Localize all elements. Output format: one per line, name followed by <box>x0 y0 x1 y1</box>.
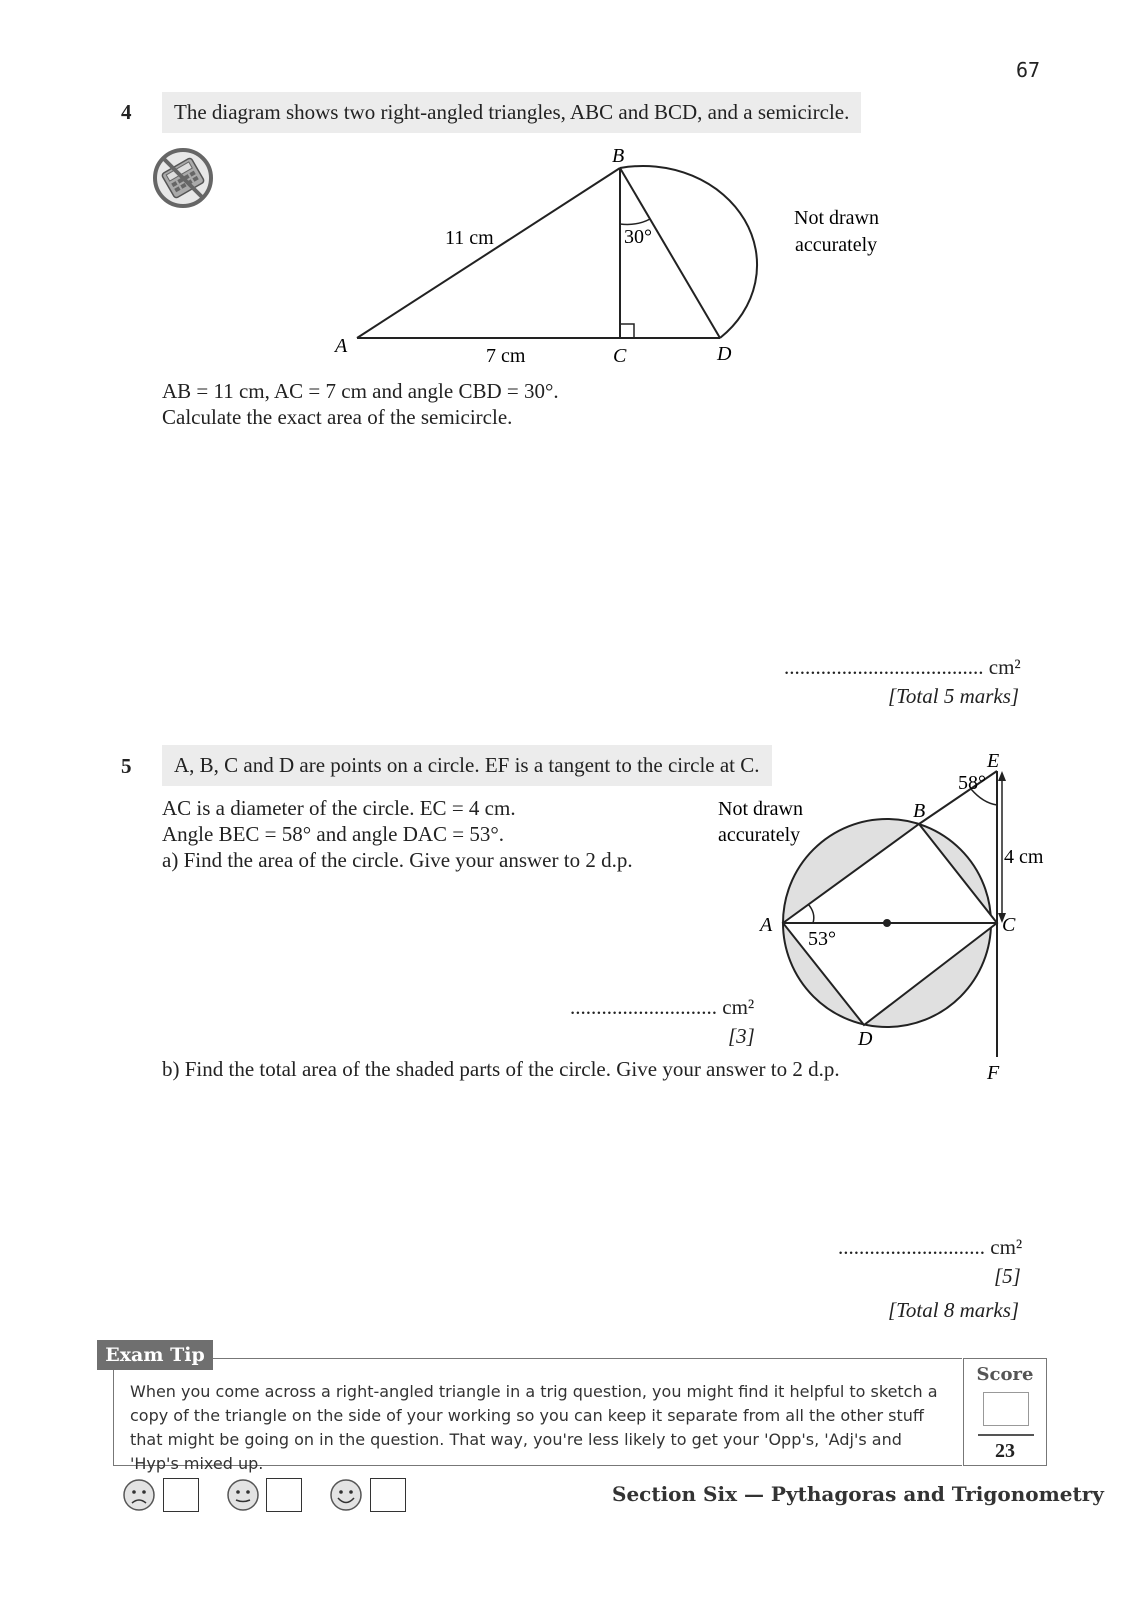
note-not-drawn: Not drawn <box>794 207 879 229</box>
label-point-A: A <box>335 335 348 357</box>
right-angle-marker <box>620 324 634 338</box>
label-angle-58: 58° <box>958 772 986 794</box>
label-EC: 4 cm <box>1004 846 1044 868</box>
score-title: Score <box>976 1364 1034 1385</box>
label-AB: 11 cm <box>445 227 494 249</box>
label-point-B: B <box>612 145 625 167</box>
score-input[interactable] <box>983 1392 1029 1426</box>
question-5-part-a: a) Find the area of the circle. Give your answer to 2 d.p. <box>162 848 633 872</box>
line-AB <box>357 168 620 338</box>
answer-dots: ............................ <box>570 995 717 1019</box>
question-5-prompt: A, B, C and D are points on a circle. EF is a tangent to the circle at C. <box>162 745 772 786</box>
question-5a-marks: [3] <box>728 1024 755 1048</box>
score-divider <box>978 1434 1034 1436</box>
no-calculator-icon <box>150 146 216 210</box>
question-5-diagram <box>700 745 1060 1090</box>
line-BD <box>620 168 720 338</box>
answer-unit: cm² <box>988 655 1021 679</box>
note-accurately: accurately <box>795 234 878 256</box>
label-AC: 7 cm <box>486 345 526 367</box>
answer-unit: cm² <box>722 995 755 1019</box>
angle-arc-B <box>620 219 650 224</box>
exam-tip-title: Exam Tip <box>97 1340 213 1370</box>
question-5b-answer-line[interactable] <box>838 1234 1022 1260</box>
section-footer: Section Six — Pythagoras and Trigonometry <box>612 1482 1104 1506</box>
question-5-line2: Angle BEC = 58° and angle DAC = 53°. <box>162 822 505 846</box>
page-number: 67 <box>1016 58 1041 82</box>
confidence-box-medium[interactable] <box>266 1478 302 1512</box>
confidence-box-high[interactable] <box>370 1478 406 1512</box>
centre-point <box>883 919 891 927</box>
note-not-drawn: Not drawn <box>718 798 803 820</box>
score-total: 23 <box>995 1440 1015 1462</box>
label-point-F: F <box>987 1062 1000 1084</box>
exam-tip-text: When you come across a right-angled triangle in a trig question, you might find it helpful to sketch a copy of the triangle on the side of your working so you can keep it separate from all the other stuff that might be going on in the question. That way, you're less likely to get your 'Opp's, 'Adj's and 'Hyp's mixed up. <box>130 1382 938 1473</box>
question-5b-marks: [5] <box>994 1264 1021 1288</box>
sad-face-icon <box>122 1478 156 1512</box>
answer-unit: cm² <box>990 1235 1023 1259</box>
question-4-task: Calculate the exact area of the semicircle. <box>162 405 513 429</box>
label-point-C: C <box>1002 914 1016 936</box>
question-5-number: 5 <box>121 754 132 778</box>
label-angle-53: 53° <box>808 928 836 950</box>
note-accurately: accurately <box>718 824 801 846</box>
label-point-E: E <box>987 750 1000 772</box>
happy-face-icon <box>329 1478 363 1512</box>
answer-dots: ............................ <box>838 1235 985 1259</box>
answer-dots: ...................................... <box>784 655 984 679</box>
question-5-part-b: b) Find the total area of the shaded parts of the circle. Give your answer to 2 d.p. <box>162 1057 840 1081</box>
question-4-diagram <box>320 140 920 380</box>
label-point-D: D <box>717 343 732 365</box>
question-4-given: AB = 11 cm, AC = 7 cm and angle CBD = 30°. <box>162 379 559 403</box>
label-point-B: B <box>913 800 926 822</box>
neutral-face-icon <box>226 1478 260 1512</box>
question-5-total-marks: [Total 8 marks] <box>888 1298 1020 1322</box>
question-4-answer-line[interactable] <box>784 654 1021 680</box>
label-point-D: D <box>858 1028 873 1050</box>
question-4-number: 4 <box>121 100 132 124</box>
question-5-line1: AC is a diameter of the circle. EC = 4 cm. <box>162 796 516 820</box>
label-angle-30: 30° <box>624 226 652 248</box>
semicircle-arc <box>620 166 757 338</box>
confidence-box-low[interactable] <box>163 1478 199 1512</box>
label-point-C: C <box>613 345 627 367</box>
label-point-A: A <box>760 914 773 936</box>
question-4-total-marks: [Total 5 marks] <box>888 684 1020 708</box>
question-4-prompt: The diagram shows two right-angled triangles, ABC and BCD, and a semicircle. <box>162 92 861 133</box>
